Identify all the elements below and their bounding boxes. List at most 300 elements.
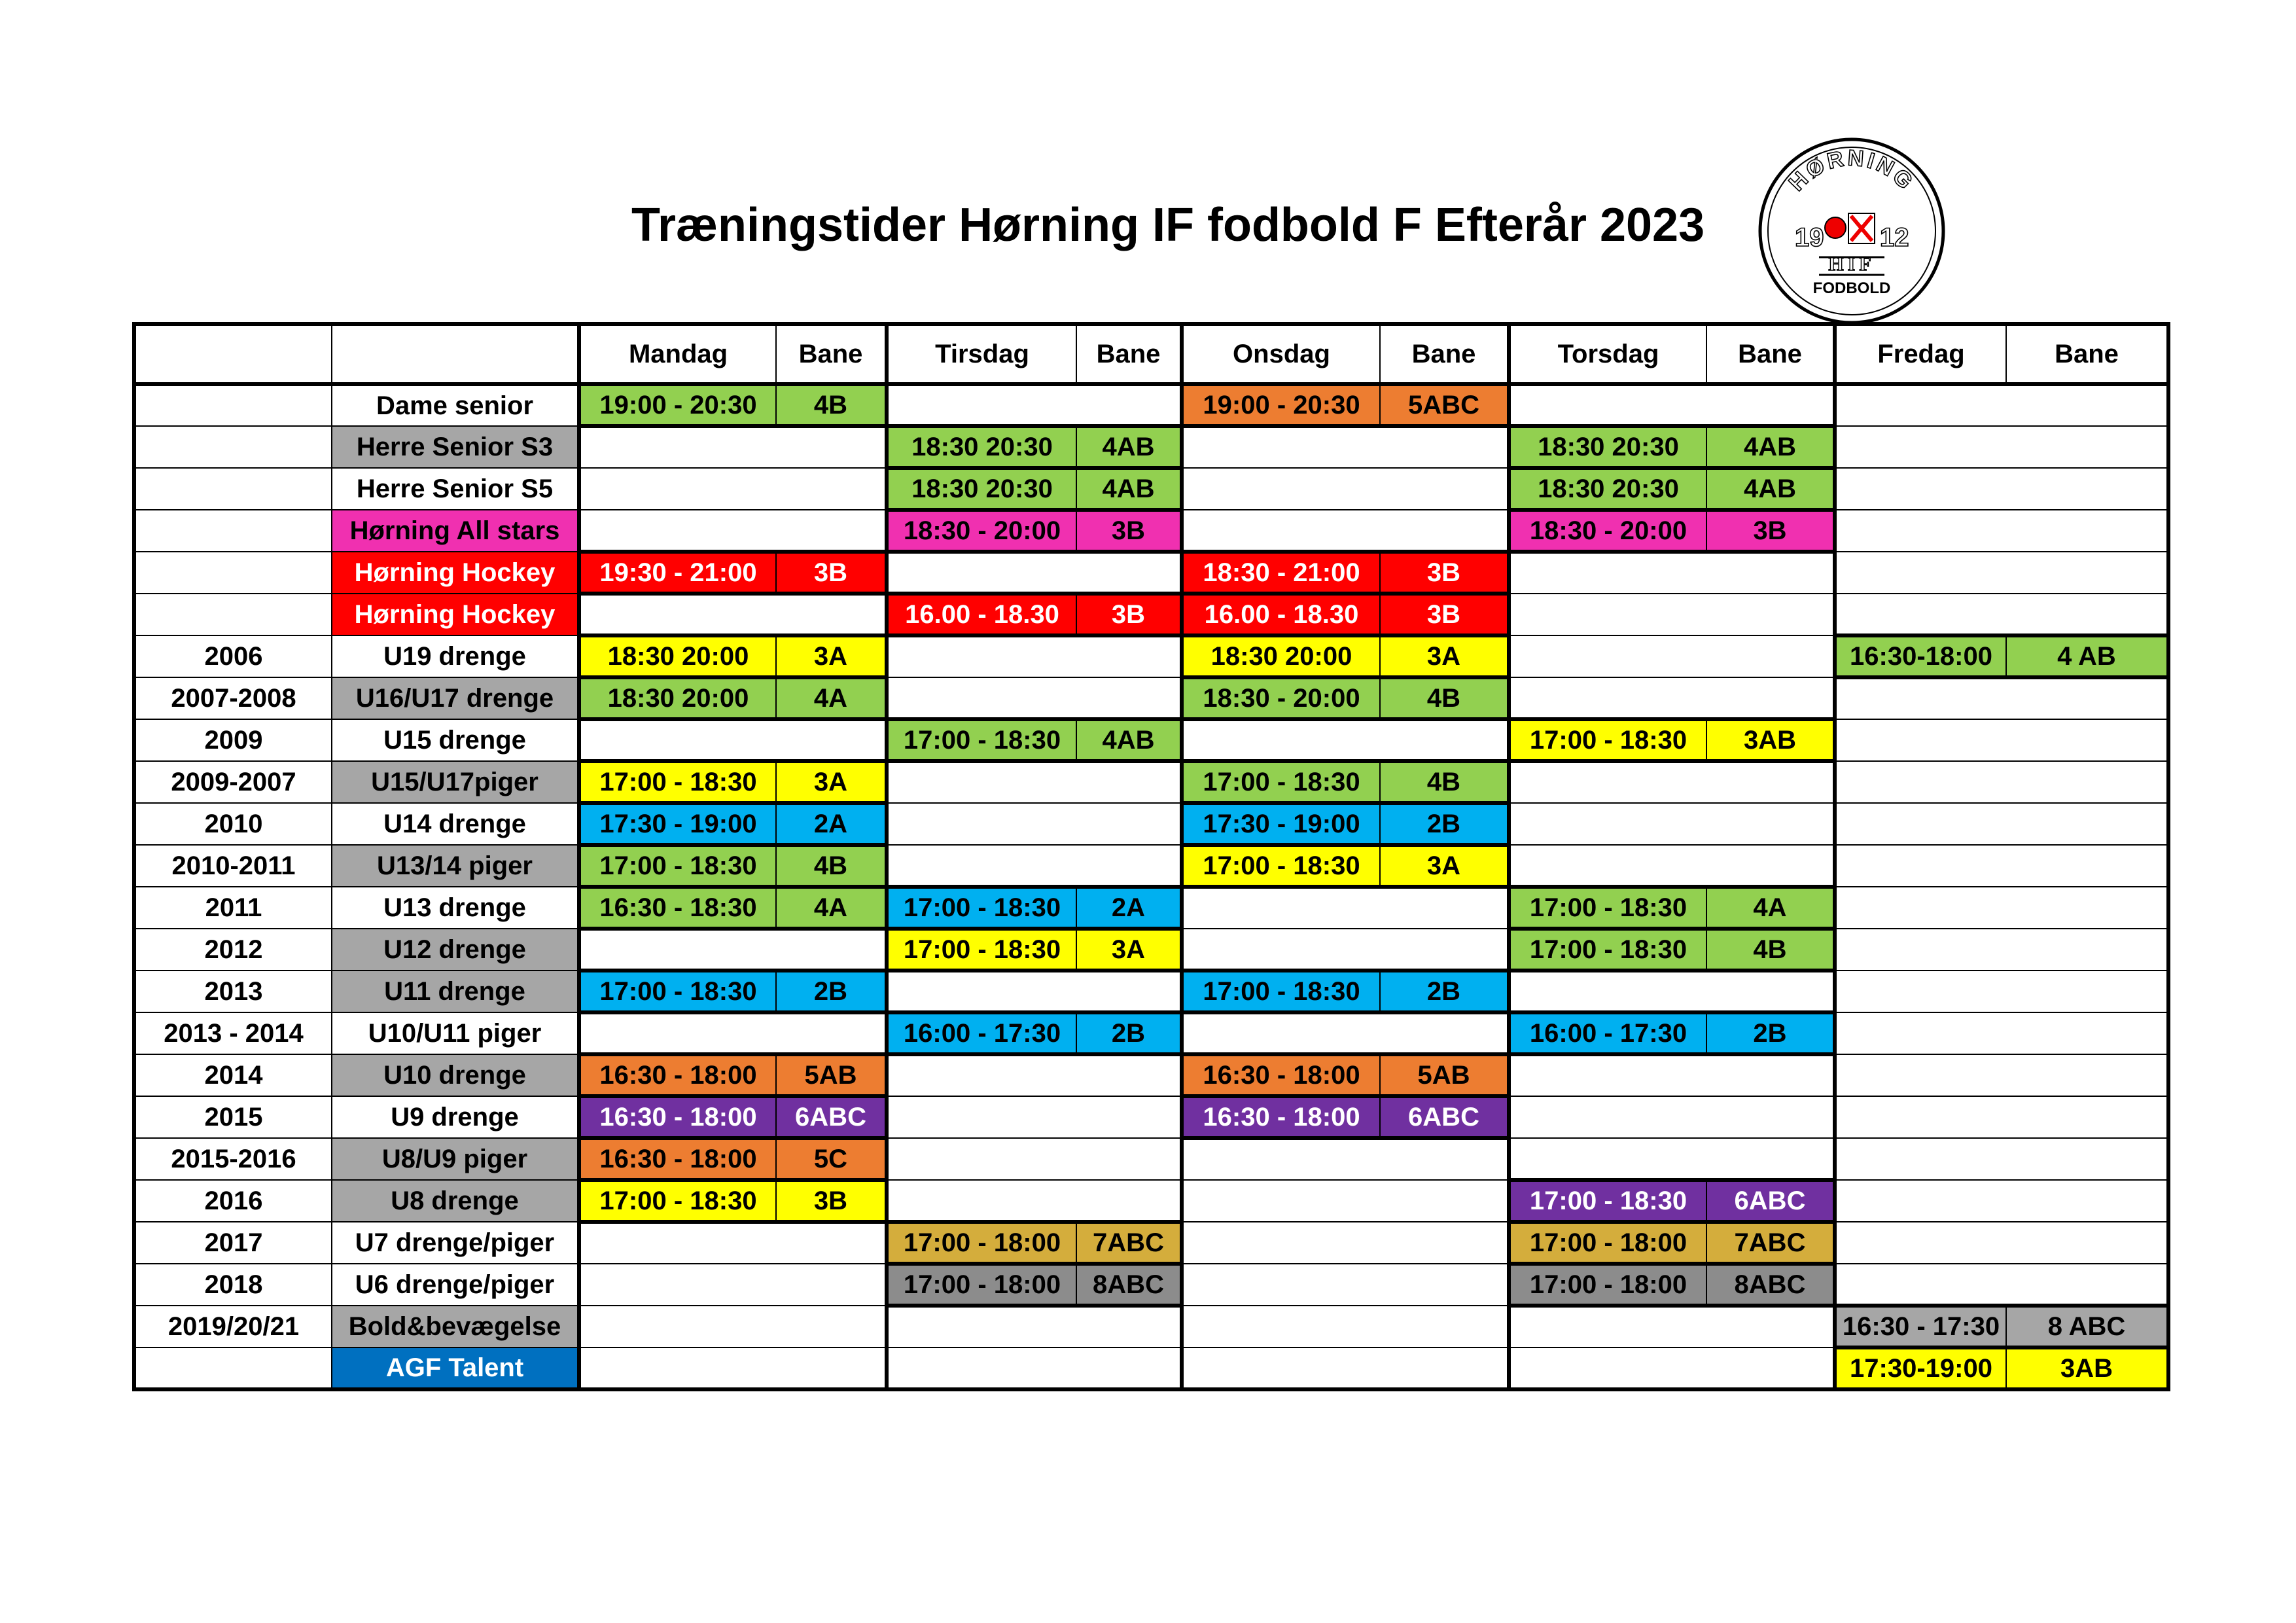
table-row bbox=[134, 1096, 2168, 1138]
thursday-time-cell bbox=[1509, 384, 1706, 426]
tuesday-time-cell: 17:00 - 18:00 bbox=[887, 1264, 1076, 1306]
wednesday-bane-cell: 5ABC bbox=[1380, 384, 1509, 426]
wednesday-time-cell bbox=[1182, 929, 1380, 971]
monday-time-cell: 17:30 - 19:00 bbox=[579, 803, 776, 845]
monday-bane-cell bbox=[776, 1264, 887, 1306]
team-cell: Herre Senior S3 bbox=[332, 426, 579, 468]
year-cell bbox=[134, 510, 332, 552]
year-cell: 2013 bbox=[134, 971, 332, 1012]
wednesday-bane-cell bbox=[1380, 468, 1509, 510]
friday-time-cell bbox=[1835, 510, 2006, 552]
team-cell: U13 drenge bbox=[332, 887, 579, 929]
team-cell: U11 drenge bbox=[332, 971, 579, 1012]
tuesday-time-cell bbox=[887, 635, 1076, 677]
tuesday-bane-cell bbox=[1076, 384, 1182, 426]
year-cell: 2015 bbox=[134, 1096, 332, 1138]
monday-bane-cell: 5AB bbox=[776, 1054, 887, 1096]
monday-time-cell bbox=[579, 1222, 776, 1264]
tuesday-bane-cell bbox=[1076, 1096, 1182, 1138]
tuesday-bane-cell: 4AB bbox=[1076, 468, 1182, 510]
thursday-time-cell: 17:00 - 18:30 bbox=[1509, 1180, 1706, 1222]
year-cell bbox=[134, 384, 332, 426]
tuesday-bane-cell: 2B bbox=[1076, 1012, 1182, 1054]
thursday-bane-cell bbox=[1706, 384, 1835, 426]
friday-time-cell: 16:30-18:00 bbox=[1835, 635, 2006, 677]
monday-bane-cell: 5C bbox=[776, 1138, 887, 1180]
tuesday-bane-cell: 4AB bbox=[1076, 719, 1182, 761]
wednesday-bane-cell bbox=[1380, 426, 1509, 468]
friday-bane-cell bbox=[2006, 1054, 2168, 1096]
friday-bane-cell bbox=[2006, 929, 2168, 971]
team-cell: Herre Senior S5 bbox=[332, 468, 579, 510]
wednesday-time-cell: 18:30 - 21:00 bbox=[1182, 552, 1380, 594]
tuesday-time-cell bbox=[887, 1306, 1076, 1347]
tuesday-time-cell: 18:30 20:30 bbox=[887, 426, 1076, 468]
thursday-bane-cell: 3B bbox=[1706, 510, 1835, 552]
monday-bane-cell bbox=[776, 468, 887, 510]
thursday-bane-cell bbox=[1706, 761, 1835, 803]
monday-time-cell: 18:30 20:00 bbox=[579, 677, 776, 719]
tuesday-time-cell: 16.00 - 18.30 bbox=[887, 594, 1076, 635]
monday-time-cell: 17:00 - 18:30 bbox=[579, 1180, 776, 1222]
tuesday-time-cell bbox=[887, 761, 1076, 803]
wednesday-time-cell: 17:00 - 18:30 bbox=[1182, 971, 1380, 1012]
team-cell: U15/U17piger bbox=[332, 761, 579, 803]
monday-bane-cell: 4A bbox=[776, 887, 887, 929]
monday-time-cell: 17:00 - 18:30 bbox=[579, 845, 776, 887]
wednesday-time-cell: 18:30 - 20:00 bbox=[1182, 677, 1380, 719]
thursday-time-cell bbox=[1509, 1054, 1706, 1096]
monday-time-cell: 16:30 - 18:00 bbox=[579, 1054, 776, 1096]
tuesday-time-cell bbox=[887, 1054, 1076, 1096]
wednesday-time-cell: 17:30 - 19:00 bbox=[1182, 803, 1380, 845]
thursday-bane-cell: 6ABC bbox=[1706, 1180, 1835, 1222]
table-row bbox=[134, 384, 2168, 426]
tuesday-bane-cell: 3B bbox=[1076, 594, 1182, 635]
thursday-time-cell: 17:00 - 18:30 bbox=[1509, 929, 1706, 971]
monday-bane-cell: 4A bbox=[776, 677, 887, 719]
monday-time-cell: 18:30 20:00 bbox=[579, 635, 776, 677]
tuesday-bane-cell bbox=[1076, 552, 1182, 594]
thursday-time-cell: 18:30 20:30 bbox=[1509, 468, 1706, 510]
table-row bbox=[134, 1306, 2168, 1347]
team-cell: U14 drenge bbox=[332, 803, 579, 845]
tuesday-bane-cell bbox=[1076, 1054, 1182, 1096]
year-cell: 2016 bbox=[134, 1180, 332, 1222]
team-cell: U12 drenge bbox=[332, 929, 579, 971]
tuesday-time-cell bbox=[887, 1096, 1076, 1138]
table-row bbox=[134, 594, 2168, 635]
thursday-bane-cell: 3AB bbox=[1706, 719, 1835, 761]
thursday-time-cell bbox=[1509, 803, 1706, 845]
team-cell: Dame senior bbox=[332, 384, 579, 426]
friday-bane-cell: 4 AB bbox=[2006, 635, 2168, 677]
thursday-bane-cell bbox=[1706, 1306, 1835, 1347]
monday-bane-cell: 3B bbox=[776, 1180, 887, 1222]
thursday-time-cell bbox=[1509, 1347, 1706, 1389]
monday-time-cell bbox=[579, 719, 776, 761]
wednesday-time-cell bbox=[1182, 1347, 1380, 1389]
thursday-time-cell bbox=[1509, 845, 1706, 887]
friday-bane-cell bbox=[2006, 719, 2168, 761]
thursday-bane-cell bbox=[1706, 552, 1835, 594]
thursday-time-cell bbox=[1509, 971, 1706, 1012]
monday-time-cell: 16:30 - 18:00 bbox=[579, 1096, 776, 1138]
wednesday-bane-cell bbox=[1380, 510, 1509, 552]
monday-time-cell bbox=[579, 594, 776, 635]
friday-bane-cell bbox=[2006, 803, 2168, 845]
friday-time-cell bbox=[1835, 1054, 2006, 1096]
year-cell: 2010-2011 bbox=[134, 845, 332, 887]
monday-time-cell bbox=[579, 1306, 776, 1347]
year-cell: 2010 bbox=[134, 803, 332, 845]
wednesday-bane-cell: 3B bbox=[1380, 594, 1509, 635]
tuesday-time-cell bbox=[887, 971, 1076, 1012]
thursday-bane-cell: 2B bbox=[1706, 1012, 1835, 1054]
year-cell: 2012 bbox=[134, 929, 332, 971]
friday-bane-cell bbox=[2006, 1096, 2168, 1138]
team-cell: U13/14 piger bbox=[332, 845, 579, 887]
wednesday-bane-cell bbox=[1380, 719, 1509, 761]
wednesday-bane-cell bbox=[1380, 929, 1509, 971]
friday-time-cell bbox=[1835, 761, 2006, 803]
thursday-time-cell: 18:30 - 20:00 bbox=[1509, 510, 1706, 552]
monday-time-cell: 17:00 - 18:30 bbox=[579, 761, 776, 803]
table-row bbox=[134, 1180, 2168, 1222]
team-cell: U10/U11 piger bbox=[332, 1012, 579, 1054]
wednesday-bane-cell bbox=[1380, 1222, 1509, 1264]
wednesday-time-cell bbox=[1182, 887, 1380, 929]
tuesday-bane-cell: 2A bbox=[1076, 887, 1182, 929]
thursday-time-cell: 17:00 - 18:00 bbox=[1509, 1222, 1706, 1264]
monday-bane-cell: 3A bbox=[776, 635, 887, 677]
friday-time-cell bbox=[1835, 719, 2006, 761]
tuesday-time-cell: 16:00 - 17:30 bbox=[887, 1012, 1076, 1054]
wednesday-time-cell: 17:00 - 18:30 bbox=[1182, 845, 1380, 887]
friday-bane-cell bbox=[2006, 677, 2168, 719]
tuesday-bane-cell: 8ABC bbox=[1076, 1264, 1182, 1306]
logo-text-bottom: FODBOLD bbox=[1812, 279, 1891, 297]
thursday-time-cell bbox=[1509, 552, 1706, 594]
monday-bane-cell: 3A bbox=[776, 761, 887, 803]
header-bane-wednesday: Bane bbox=[1380, 324, 1509, 384]
thursday-time-cell bbox=[1509, 1306, 1706, 1347]
monday-time-cell: 19:30 - 21:00 bbox=[579, 552, 776, 594]
tuesday-bane-cell bbox=[1076, 845, 1182, 887]
tuesday-bane-cell bbox=[1076, 803, 1182, 845]
table-row bbox=[134, 468, 2168, 510]
year-cell: 2014 bbox=[134, 1054, 332, 1096]
wednesday-time-cell bbox=[1182, 1264, 1380, 1306]
table-row bbox=[134, 552, 2168, 594]
friday-bane-cell bbox=[2006, 552, 2168, 594]
table-row bbox=[134, 1222, 2168, 1264]
thursday-bane-cell: 8ABC bbox=[1706, 1264, 1835, 1306]
thursday-bane-cell: 7ABC bbox=[1706, 1222, 1835, 1264]
year-cell: 2009-2007 bbox=[134, 761, 332, 803]
tuesday-time-cell: 17:00 - 18:00 bbox=[887, 1222, 1076, 1264]
friday-bane-cell: 8 ABC bbox=[2006, 1306, 2168, 1347]
wednesday-time-cell bbox=[1182, 1180, 1380, 1222]
friday-bane-cell bbox=[2006, 594, 2168, 635]
thursday-bane-cell: 4B bbox=[1706, 929, 1835, 971]
team-cell: U9 drenge bbox=[332, 1096, 579, 1138]
wednesday-time-cell bbox=[1182, 1306, 1380, 1347]
wednesday-bane-cell bbox=[1380, 1138, 1509, 1180]
monday-bane-cell bbox=[776, 719, 887, 761]
friday-bane-cell bbox=[2006, 1180, 2168, 1222]
monday-bane-cell: 4B bbox=[776, 845, 887, 887]
friday-bane-cell bbox=[2006, 1222, 2168, 1264]
friday-bane-cell bbox=[2006, 1012, 2168, 1054]
monday-time-cell bbox=[579, 929, 776, 971]
monday-time-cell bbox=[579, 1012, 776, 1054]
team-cell: U8/U9 piger bbox=[332, 1138, 579, 1180]
friday-time-cell bbox=[1835, 384, 2006, 426]
year-cell bbox=[134, 468, 332, 510]
monday-bane-cell: 6ABC bbox=[776, 1096, 887, 1138]
tuesday-bane-cell: 3A bbox=[1076, 929, 1182, 971]
header-bane-monday: Bane bbox=[776, 324, 887, 384]
friday-time-cell bbox=[1835, 468, 2006, 510]
tuesday-time-cell bbox=[887, 1347, 1076, 1389]
tuesday-time-cell bbox=[887, 803, 1076, 845]
monday-bane-cell bbox=[776, 1012, 887, 1054]
thursday-bane-cell bbox=[1706, 1347, 1835, 1389]
year-cell: 2015-2016 bbox=[134, 1138, 332, 1180]
wednesday-time-cell bbox=[1182, 1138, 1380, 1180]
wednesday-bane-cell bbox=[1380, 1347, 1509, 1389]
thursday-bane-cell bbox=[1706, 635, 1835, 677]
monday-time-cell: 17:00 - 18:30 bbox=[579, 971, 776, 1012]
wednesday-bane-cell: 3A bbox=[1380, 635, 1509, 677]
monday-bane-cell bbox=[776, 1306, 887, 1347]
header-day-friday: Fredag bbox=[1835, 324, 2006, 384]
team-cell: Bold&bevægelse bbox=[332, 1306, 579, 1347]
logo-year-right: 12 bbox=[1880, 223, 1909, 252]
friday-time-cell bbox=[1835, 1180, 2006, 1222]
table-row bbox=[134, 803, 2168, 845]
thursday-time-cell: 17:00 - 18:00 bbox=[1509, 1264, 1706, 1306]
monday-bane-cell bbox=[776, 510, 887, 552]
tuesday-time-cell bbox=[887, 384, 1076, 426]
header-day-tuesday: Tirsdag bbox=[887, 324, 1076, 384]
thursday-bane-cell bbox=[1706, 677, 1835, 719]
friday-time-cell bbox=[1835, 971, 2006, 1012]
table-row bbox=[134, 929, 2168, 971]
logo-year-left: 19 bbox=[1795, 223, 1824, 252]
friday-time-cell bbox=[1835, 1012, 2006, 1054]
friday-time-cell bbox=[1835, 1222, 2006, 1264]
monday-time-cell bbox=[579, 426, 776, 468]
friday-bane-cell bbox=[2006, 887, 2168, 929]
thursday-time-cell bbox=[1509, 635, 1706, 677]
tuesday-time-cell: 17:00 - 18:30 bbox=[887, 719, 1076, 761]
friday-time-cell bbox=[1835, 929, 2006, 971]
year-cell: 2007-2008 bbox=[134, 677, 332, 719]
thursday-bane-cell bbox=[1706, 971, 1835, 1012]
friday-time-cell bbox=[1835, 803, 2006, 845]
friday-time-cell bbox=[1835, 677, 2006, 719]
thursday-bane-cell: 4A bbox=[1706, 887, 1835, 929]
wednesday-bane-cell: 2B bbox=[1380, 803, 1509, 845]
header-blank bbox=[332, 324, 579, 384]
schedule-table bbox=[132, 322, 2170, 1391]
wednesday-time-cell: 16:30 - 18:00 bbox=[1182, 1054, 1380, 1096]
header-day-wednesday: Onsdag bbox=[1182, 324, 1380, 384]
tuesday-time-cell: 17:00 - 18:30 bbox=[887, 929, 1076, 971]
logo-initials: HIF bbox=[1828, 253, 1875, 275]
friday-time-cell bbox=[1835, 1264, 2006, 1306]
friday-time-cell bbox=[1835, 1138, 2006, 1180]
header-bane-tuesday: Bane bbox=[1076, 324, 1182, 384]
table-row bbox=[134, 887, 2168, 929]
thursday-time-cell: 17:00 - 18:30 bbox=[1509, 719, 1706, 761]
monday-time-cell: 16:30 - 18:30 bbox=[579, 887, 776, 929]
team-cell: U15 drenge bbox=[332, 719, 579, 761]
tuesday-time-cell: 17:00 - 18:30 bbox=[887, 887, 1076, 929]
table-row bbox=[134, 635, 2168, 677]
friday-bane-cell bbox=[2006, 971, 2168, 1012]
monday-bane-cell bbox=[776, 594, 887, 635]
monday-bane-cell bbox=[776, 426, 887, 468]
table-row bbox=[134, 1012, 2168, 1054]
year-cell: 2011 bbox=[134, 887, 332, 929]
wednesday-bane-cell bbox=[1380, 1012, 1509, 1054]
tuesday-bane-cell: 7ABC bbox=[1076, 1222, 1182, 1264]
header-row bbox=[134, 324, 2168, 384]
friday-time-cell bbox=[1835, 426, 2006, 468]
thursday-bane-cell bbox=[1706, 1138, 1835, 1180]
tuesday-bane-cell bbox=[1076, 971, 1182, 1012]
table-row bbox=[134, 1347, 2168, 1389]
monday-bane-cell bbox=[776, 1222, 887, 1264]
friday-bane-cell bbox=[2006, 1138, 2168, 1180]
thursday-time-cell: 17:00 - 18:30 bbox=[1509, 887, 1706, 929]
tuesday-time-cell bbox=[887, 677, 1076, 719]
tuesday-bane-cell: 3B bbox=[1076, 510, 1182, 552]
table-row bbox=[134, 761, 2168, 803]
tuesday-time-cell: 18:30 20:30 bbox=[887, 468, 1076, 510]
thursday-bane-cell bbox=[1706, 594, 1835, 635]
team-cell: U16/U17 drenge bbox=[332, 677, 579, 719]
wednesday-time-cell: 19:00 - 20:30 bbox=[1182, 384, 1380, 426]
friday-time-cell bbox=[1835, 594, 2006, 635]
tuesday-bane-cell bbox=[1076, 761, 1182, 803]
thursday-bane-cell bbox=[1706, 1096, 1835, 1138]
thursday-time-cell bbox=[1509, 677, 1706, 719]
page-title: Træningstider Hørning IF fodbold F Efterår 2023 bbox=[631, 199, 1705, 251]
monday-bane-cell: 3B bbox=[776, 552, 887, 594]
team-cell: AGF Talent bbox=[332, 1347, 579, 1389]
table-row bbox=[134, 677, 2168, 719]
tuesday-bane-cell bbox=[1076, 1347, 1182, 1389]
year-cell: 2017 bbox=[134, 1222, 332, 1264]
friday-bane-cell bbox=[2006, 468, 2168, 510]
wednesday-time-cell: 18:30 20:00 bbox=[1182, 635, 1380, 677]
wednesday-time-cell: 17:00 - 18:30 bbox=[1182, 761, 1380, 803]
year-cell bbox=[134, 1347, 332, 1389]
friday-time-cell: 17:30-19:00 bbox=[1835, 1347, 2006, 1389]
wednesday-time-cell bbox=[1182, 468, 1380, 510]
monday-bane-cell bbox=[776, 929, 887, 971]
monday-time-cell bbox=[579, 1347, 776, 1389]
friday-time-cell bbox=[1835, 552, 2006, 594]
wednesday-bane-cell: 3B bbox=[1380, 552, 1509, 594]
tuesday-time-cell bbox=[887, 552, 1076, 594]
friday-bane-cell bbox=[2006, 845, 2168, 887]
thursday-time-cell bbox=[1509, 761, 1706, 803]
friday-time-cell bbox=[1835, 1096, 2006, 1138]
wednesday-time-cell bbox=[1182, 426, 1380, 468]
tuesday-bane-cell bbox=[1076, 1180, 1182, 1222]
monday-time-cell bbox=[579, 1264, 776, 1306]
tuesday-time-cell bbox=[887, 1180, 1076, 1222]
year-cell bbox=[134, 552, 332, 594]
year-cell: 2019/20/21 bbox=[134, 1306, 332, 1347]
tuesday-bane-cell bbox=[1076, 1306, 1182, 1347]
wednesday-bane-cell bbox=[1380, 1306, 1509, 1347]
thursday-time-cell: 18:30 20:30 bbox=[1509, 426, 1706, 468]
thursday-time-cell: 16:00 - 17:30 bbox=[1509, 1012, 1706, 1054]
header-bane-thursday: Bane bbox=[1706, 324, 1835, 384]
team-cell: U6 drenge/piger bbox=[332, 1264, 579, 1306]
team-cell: Hørning All stars bbox=[332, 510, 579, 552]
header-day-monday: Mandag bbox=[579, 324, 776, 384]
monday-time-cell: 19:00 - 20:30 bbox=[579, 384, 776, 426]
monday-bane-cell: 4B bbox=[776, 384, 887, 426]
team-cell: U19 drenge bbox=[332, 635, 579, 677]
friday-time-cell: 16:30 - 17:30 bbox=[1835, 1306, 2006, 1347]
wednesday-time-cell: 16:30 - 18:00 bbox=[1182, 1096, 1380, 1138]
wednesday-bane-cell bbox=[1380, 887, 1509, 929]
club-logo bbox=[1757, 136, 1947, 326]
table-row bbox=[134, 719, 2168, 761]
monday-time-cell bbox=[579, 468, 776, 510]
tuesday-time-cell bbox=[887, 845, 1076, 887]
friday-bane-cell bbox=[2006, 1264, 2168, 1306]
thursday-bane-cell bbox=[1706, 1054, 1835, 1096]
wednesday-time-cell bbox=[1182, 510, 1380, 552]
wednesday-time-cell bbox=[1182, 1222, 1380, 1264]
year-cell: 2018 bbox=[134, 1264, 332, 1306]
table-row bbox=[134, 510, 2168, 552]
wednesday-bane-cell: 4B bbox=[1380, 677, 1509, 719]
table-row bbox=[134, 971, 2168, 1012]
header-blank bbox=[134, 324, 332, 384]
thursday-time-cell bbox=[1509, 594, 1706, 635]
year-cell bbox=[134, 594, 332, 635]
friday-time-cell bbox=[1835, 845, 2006, 887]
friday-bane-cell bbox=[2006, 426, 2168, 468]
monday-bane-cell: 2A bbox=[776, 803, 887, 845]
friday-bane-cell bbox=[2006, 384, 2168, 426]
thursday-bane-cell bbox=[1706, 803, 1835, 845]
thursday-time-cell bbox=[1509, 1138, 1706, 1180]
table-row bbox=[134, 426, 2168, 468]
monday-time-cell: 16:30 - 18:00 bbox=[579, 1138, 776, 1180]
header-bane-friday: Bane bbox=[2006, 324, 2168, 384]
wednesday-bane-cell: 3A bbox=[1380, 845, 1509, 887]
thursday-bane-cell: 4AB bbox=[1706, 426, 1835, 468]
table-row bbox=[134, 1054, 2168, 1096]
tuesday-time-cell: 18:30 - 20:00 bbox=[887, 510, 1076, 552]
wednesday-bane-cell bbox=[1380, 1264, 1509, 1306]
tuesday-bane-cell: 4AB bbox=[1076, 426, 1182, 468]
wednesday-time-cell bbox=[1182, 1012, 1380, 1054]
team-cell: U10 drenge bbox=[332, 1054, 579, 1096]
team-cell: U8 drenge bbox=[332, 1180, 579, 1222]
